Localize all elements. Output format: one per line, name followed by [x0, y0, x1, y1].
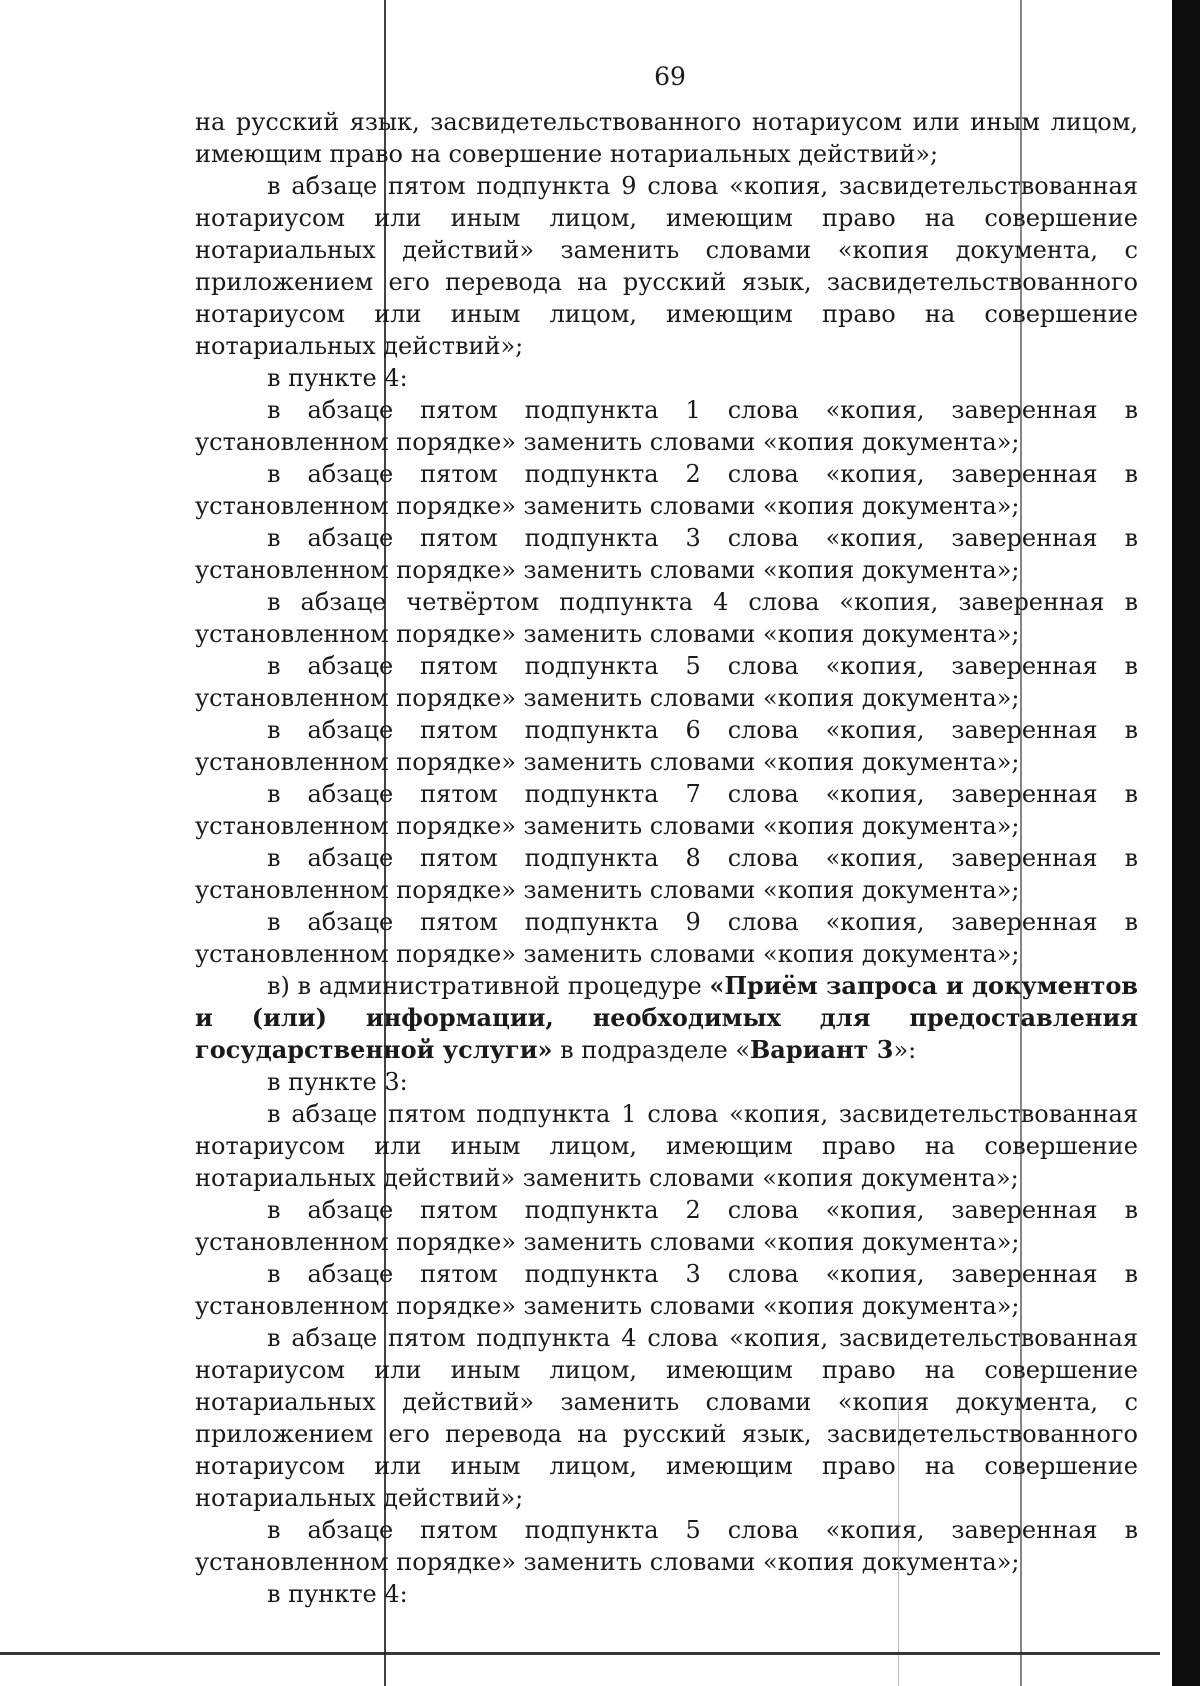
variant-label: Вариант 3: [750, 1035, 894, 1064]
paragraph: в пункте 4:: [267, 1580, 408, 1608]
paragraph: в абзаце пятом подпункта 8 слова «копия, заверенная в установленном порядке» заменить словами «копия документа»;: [195, 844, 1138, 904]
paragraph: в абзаце четвёртом подпункта 4 слова «копия, заверенная в установленном порядке» заменить словами «копия документа»;: [195, 588, 1138, 648]
paragraph: в абзаце пятом подпункта 2 слова «копия, заверенная в установленном порядке» заменить словами «копия документа»;: [195, 460, 1138, 520]
document-body: [195, 106, 1138, 1610]
paragraph: в абзаце пятом подпункта 2 слова «копия, заверенная в установленном порядке» заменить словами «копия документа»;: [195, 1196, 1138, 1256]
paragraph-mixed: [195, 970, 1138, 1066]
paragraph: в абзаце пятом подпункта 1 слова «копия, заверенная в установленном порядке» заменить словами «копия документа»;: [195, 396, 1138, 456]
paragraph: в абзаце пятом подпункта 3 слова «копия, заверенная в установленном порядке» заменить словами «копия документа»;: [195, 524, 1138, 584]
paragraph: в пункте 3:: [267, 1068, 408, 1096]
scan-artifact-line: [0, 1652, 1160, 1655]
paragraph: в абзаце пятом подпункта 7 слова «копия, заверенная в установленном порядке» заменить словами «копия документа»;: [195, 780, 1138, 840]
paragraph-middle: в подразделе «: [552, 1036, 751, 1064]
paragraph: в пункте 4:: [267, 364, 408, 392]
paragraph-intro: в) в административной процедуре: [267, 972, 710, 1000]
paragraph: в абзаце пятом подпункта 6 слова «копия, заверенная в установленном порядке» заменить словами «копия документа»;: [195, 716, 1138, 776]
paragraph: в абзаце пятом подпункта 5 слова «копия, заверенная в установленном порядке» заменить словами «копия документа»;: [195, 652, 1138, 712]
paragraph: в абзаце пятом подпункта 4 слова «копия, засвидетельствованная нотариусом или иным лицом, имеющим право на совершение нотариальных действий» заменить словами «копия документа, с приложением его перевода на русский язык, засвидетельствованного нотариусом или иным лицом, имеющим право на совершение нотариальных действий»;: [195, 1324, 1138, 1512]
paragraph: в абзаце пятом подпункта 9 слова «копия, заверенная в установленном порядке» заменить словами «копия документа»;: [195, 908, 1138, 968]
scan-edge-shadow: [1172, 0, 1200, 1686]
page-number: 69: [654, 62, 686, 91]
paragraph: в абзаце пятом подпункта 9 слова «копия, засвидетельствованная нотариусом или иным лицом, имеющим право на совершение нотариальных действий» заменить словами «копия документа, с приложением его перевода на русский язык, засвидетельствованного нотариусом или иным лицом, имеющим право на совершение нотариальных действий»;: [195, 172, 1138, 360]
paragraph: в абзаце пятом подпункта 5 слова «копия, заверенная в установленном порядке» заменить словами «копия документа»;: [195, 1516, 1138, 1576]
paragraph: в абзаце пятом подпункта 1 слова «копия, засвидетельствованная нотариусом или иным лицом, имеющим право на совершение нотариальных действий» заменить словами «копия документа»;: [195, 1100, 1138, 1192]
paragraph: в абзаце пятом подпункта 3 слова «копия, заверенная в установленном порядке» заменить словами «копия документа»;: [195, 1260, 1138, 1320]
procedure-title: «Приём запроса и документов и (или) информации, необходимых для предоставления государственной услуги»: [195, 971, 1138, 1064]
paragraph-end: »:: [893, 1036, 917, 1064]
paragraph: на русский язык, засвидетельствованного нотариусом или иным лицом, имеющим право на совершение нотариальных действий»;: [195, 108, 1138, 168]
